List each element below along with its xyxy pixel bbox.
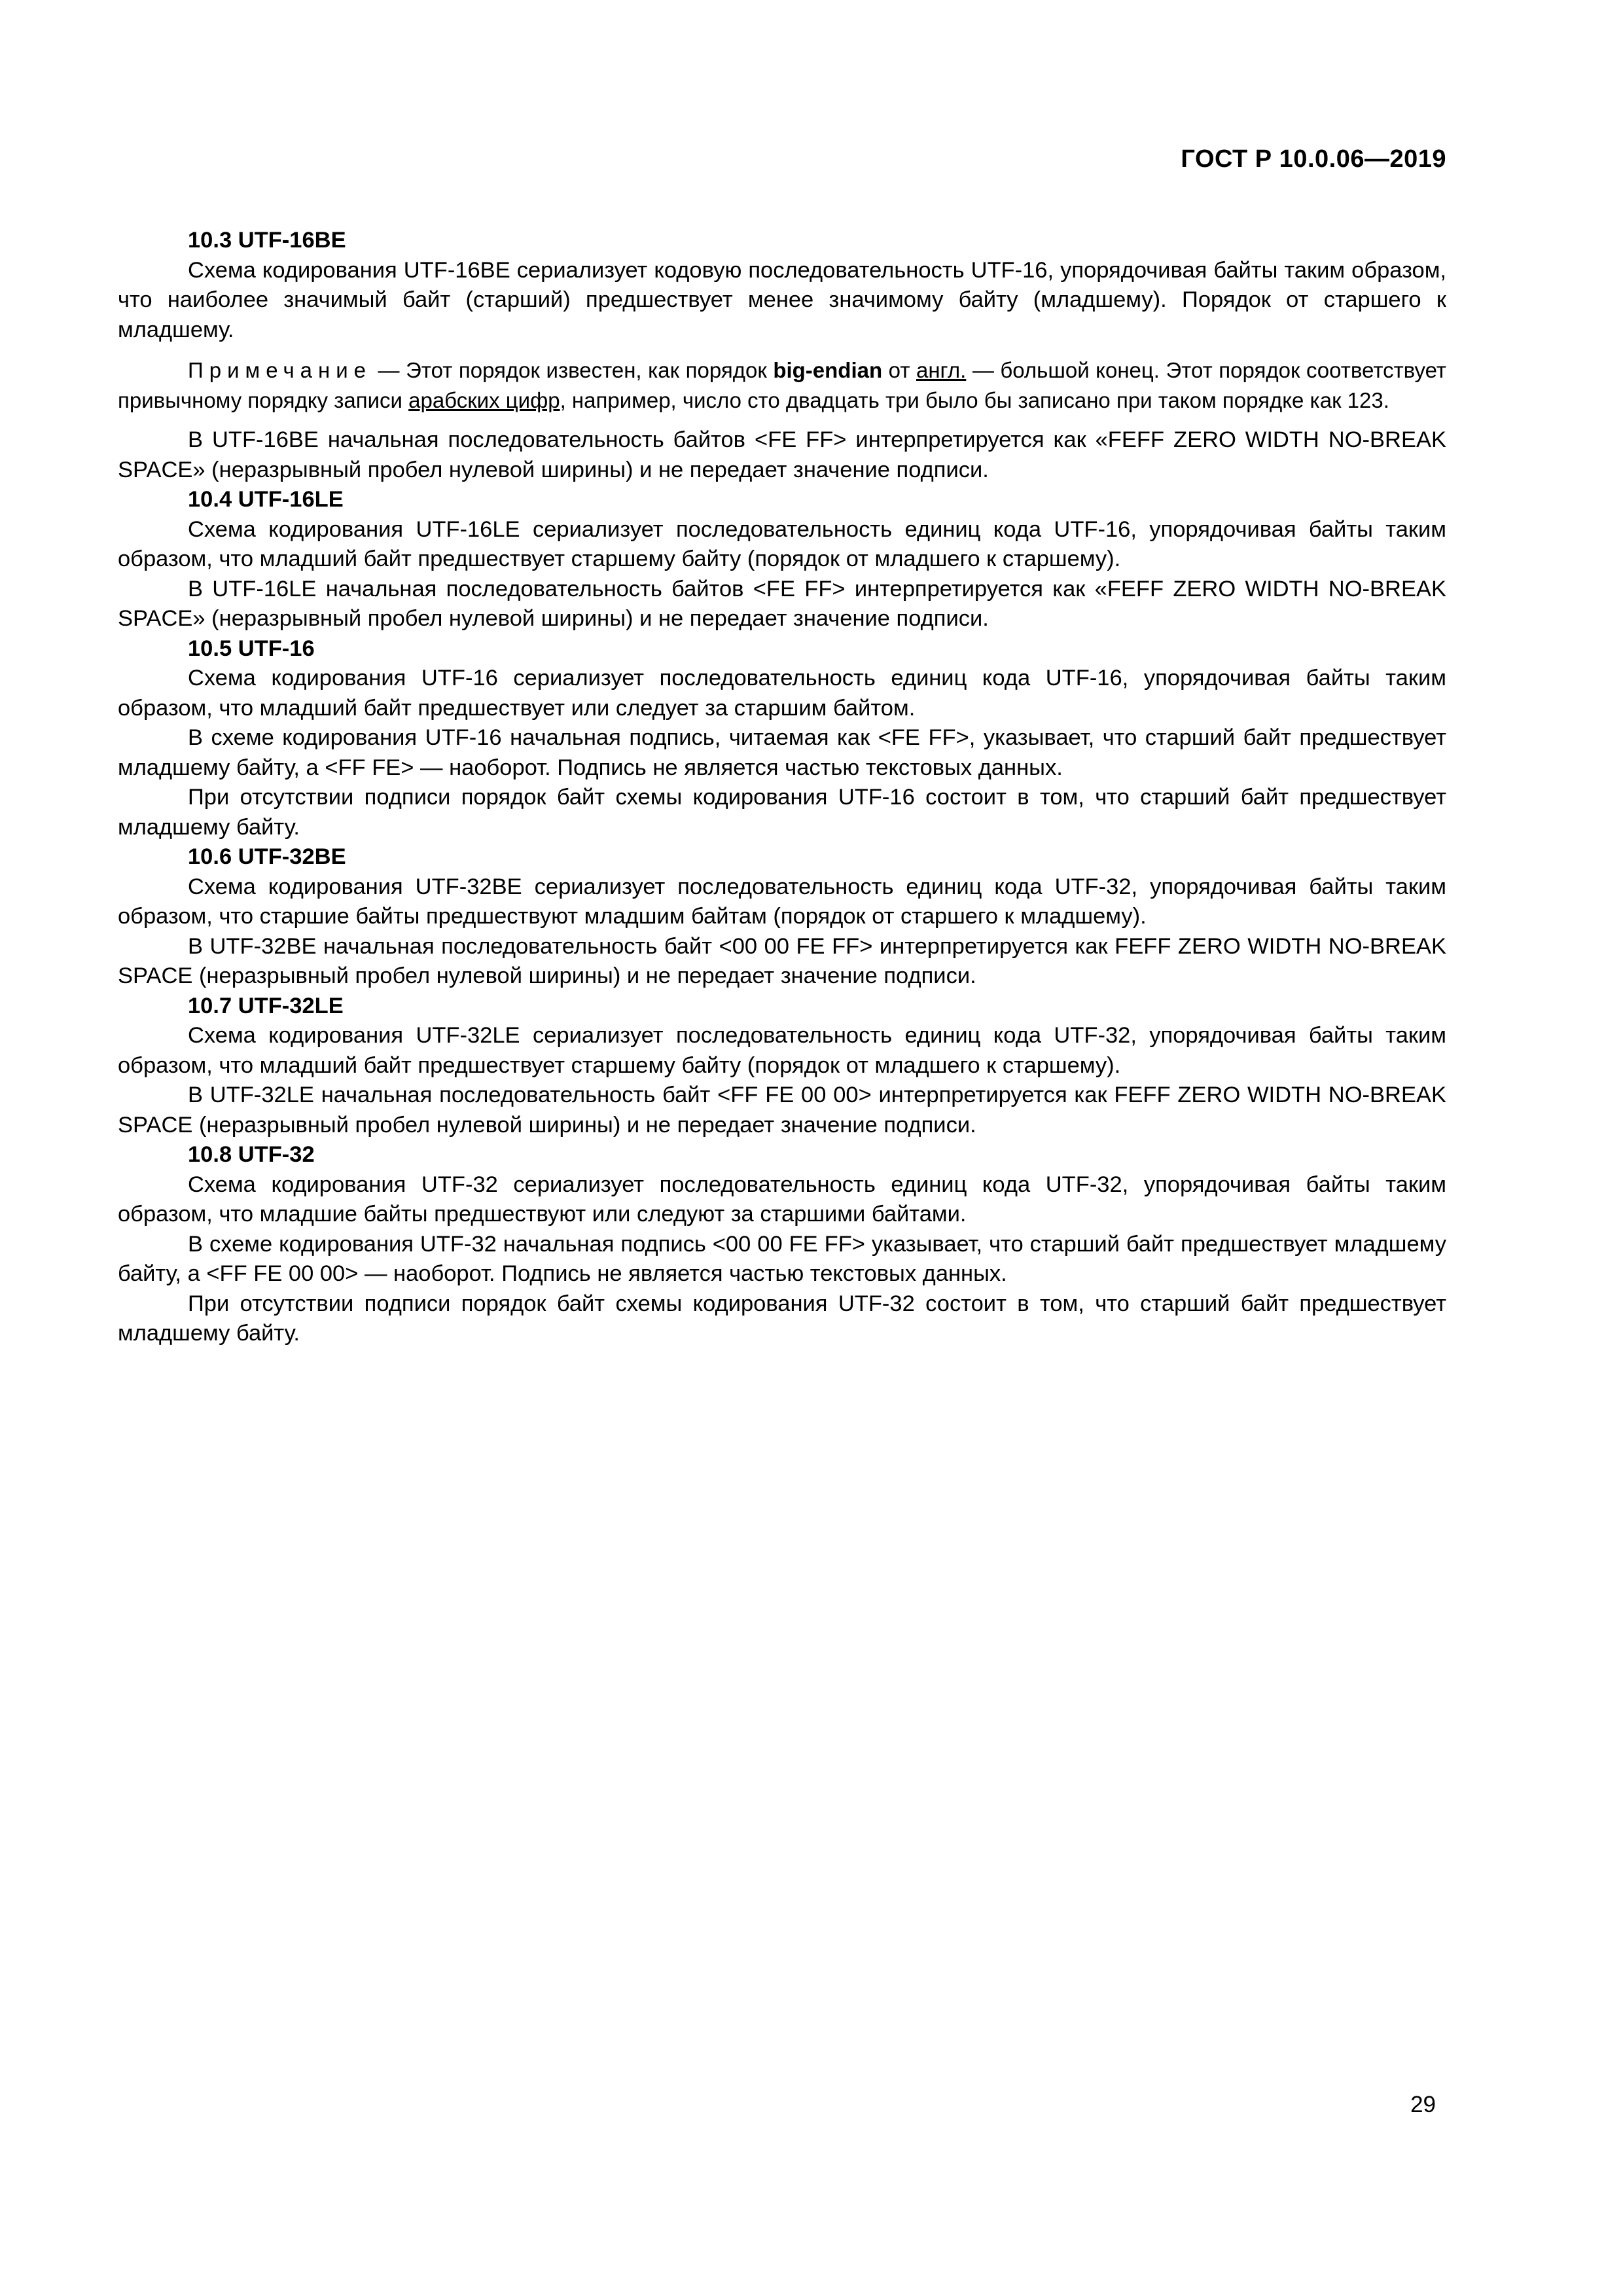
paragraph: В схеме кодирования UTF-32 начальная подпись <00 00 FE FF> указывает, что старший байт предшествует младшему байту, а <FF FE 00 00> — наоборот. Подпись не является частью текстовых данных. (118, 1231, 1446, 1286)
note-text: , например, число сто двадцать три было бы записано при таком порядке как 123. (560, 387, 1389, 412)
paragraph: Схема кодирования UTF-16 сериализует последовательность единиц кода UTF-16, упорядочивая байты таким образом, что младший байт предшествует или следует за старшим байтом. (118, 666, 1446, 721)
paragraph: Схема кодирования UTF-32LE сериализует последовательность единиц кода UTF-32, упорядочивая байты таким образом, что младший байт предшествует старшему байту (порядок от младшего к старшему). (118, 1023, 1446, 1078)
link-angl[interactable]: англ. (916, 358, 967, 382)
note-text: — Этот порядок известен, как порядок (372, 358, 774, 382)
paragraph: Схема кодирования UTF-32 сериализует последовательность единиц кода UTF-32, упорядочивая байты таким образом, что младшие байты предшествуют или следуют за старшими байтами. (118, 1172, 1446, 1227)
paragraph: При отсутствии подписи порядок байт схемы кодирования UTF-32 состоит в том, что старший байт предшествует младшему байту. (118, 1291, 1446, 1346)
paragraph: В схеме кодирования UTF-16 начальная подпись, читаемая как <FE FF>, указывает, что старший байт предшествует младшему байту, а <FF FE> — наоборот. Подпись не является частью текстовых данных. (118, 725, 1446, 780)
paragraph: В UTF-16LE начальная последовательность байтов <FE FF> интерпретируется как «FEFF ZERO WIDTH NO-BREAK SPACE» (неразрывный пробел нулевой ширины) и не передает значение подписи. (118, 576, 1446, 631)
paragraph: Схема кодирования UTF-32BE сериализует последовательность единиц кода UTF-32, упорядочивая байты таким образом, что старшие байты предшествуют младшим байтам (порядок от старшего к младшему). (118, 874, 1446, 929)
section-heading-10-8: 10.8 UTF-32 (188, 1142, 315, 1167)
paragraph: Схема кодирования UTF-16LE сериализует последовательность единиц кода UTF-16, упорядочивая байты таким образом, что младший байт предшествует старшему байту (порядок от младшего к старшему). (118, 516, 1446, 571)
page-content (118, 226, 1446, 1349)
note-paragraph (118, 355, 1446, 415)
paragraph: Схема кодирования UTF-16BE сериализует кодовую последовательность UTF-16, упорядочивая байты таким образом, что наиболее значимый байт (старший) предшествует менее значимому байту (младшему). Порядок от старшего к младшему. (118, 257, 1446, 342)
note-term: big-endian (773, 358, 883, 382)
paragraph: В UTF-16BE начальная последовательность байтов <FE FF> интерпретируется как «FEFF ZERO WIDTH NO-BREAK SPACE» (неразрывный пробел нулевой ширины) и не передает значение подписи. (118, 427, 1446, 482)
note-label: Примечание (188, 358, 372, 382)
page-number: 29 (1410, 2092, 1436, 2117)
link-arabic-numerals[interactable]: арабских цифр (408, 387, 560, 412)
section-heading-10-3: 10.3 UTF-16BE (188, 228, 346, 253)
section-heading-10-4: 10.4 UTF-16LE (188, 487, 344, 512)
note-text: от (882, 358, 916, 382)
paragraph: В UTF-32LE начальная последовательность байт <FF FE 00 00> интерпретируется как FEFF ZERO WIDTH NO-BREAK SPACE (неразрывный пробел нулевой ширины) и не передает значение подписи. (118, 1083, 1446, 1138)
section-heading-10-7: 10.7 UTF-32LE (188, 993, 344, 1018)
document-header: ГОСТ Р 10.0.06—2019 (1181, 145, 1446, 173)
note-text: — большой конец. Этот порядок соответствует привычному порядку записи (118, 358, 1446, 412)
paragraph: При отсутствии подписи порядок байт схемы кодирования UTF-16 состоит в том, что старший байт предшествует младшему байту. (118, 785, 1446, 840)
section-heading-10-6: 10.6 UTF-32BE (188, 844, 346, 869)
paragraph: В UTF-32BE начальная последовательность байт <00 00 FE FF> интерпретируется как FEFF ZERO WIDTH NO-BREAK SPACE (неразрывный пробел нулевой ширины) и не передает значение подписи. (118, 933, 1446, 988)
section-heading-10-5: 10.5 UTF-16 (188, 636, 315, 661)
